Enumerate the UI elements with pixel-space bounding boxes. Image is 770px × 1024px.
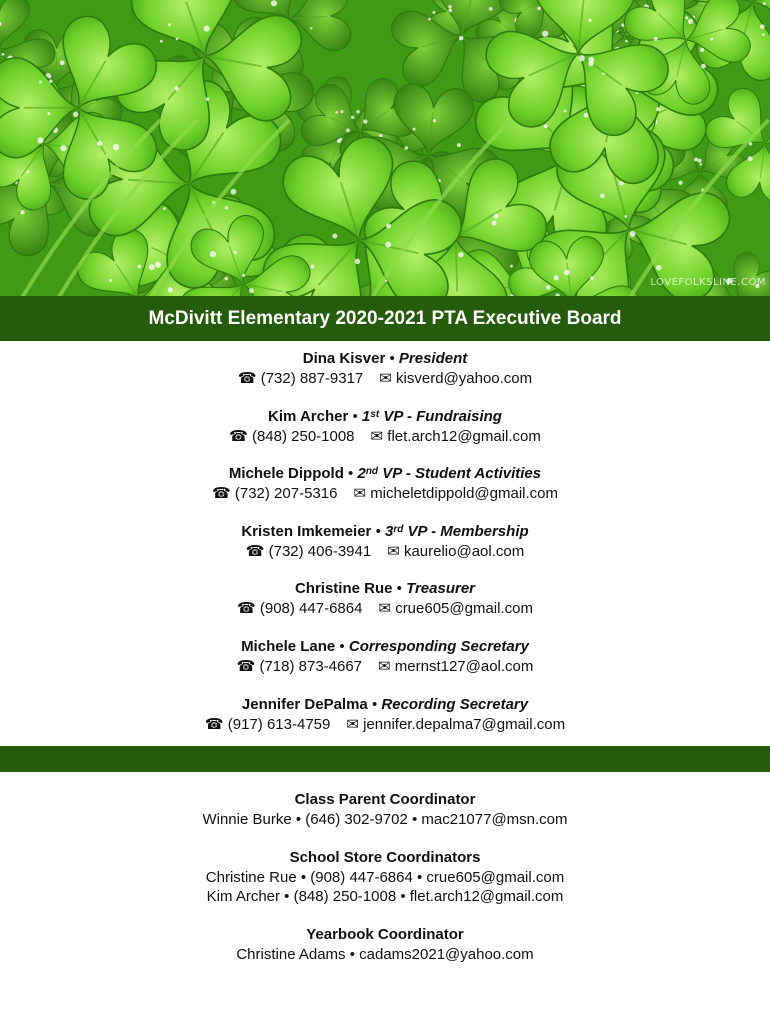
clover-photo — [0, 0, 770, 296]
member-email[interactable]: micheletdippold@gmail.com — [370, 485, 558, 503]
member-phone: (718) 873-4667 — [259, 657, 363, 675]
separator: • — [348, 407, 362, 425]
email-icon: ✉ — [387, 541, 400, 560]
member-heading — [0, 463, 770, 484]
member-role: Treasurer — [406, 580, 476, 598]
member-contact — [0, 657, 770, 676]
member-role: President — [398, 350, 468, 367]
email-icon: ✉ — [379, 369, 392, 387]
member-heading — [0, 406, 770, 427]
member-name: Michele Dippold — [228, 465, 344, 483]
member-phone: (732) 887-9317 — [260, 370, 364, 387]
member-contact — [0, 427, 770, 446]
coordinator-block — [0, 925, 770, 965]
member-contact — [0, 542, 770, 561]
member-contact — [0, 484, 770, 503]
board-member — [0, 348, 770, 406]
member-name: Dina Kisver — [302, 350, 386, 367]
phone-icon: ☎ — [204, 714, 224, 733]
member-name: Kim Archer — [268, 407, 349, 425]
member-role: VP - Student Activities — [378, 465, 542, 483]
board-member — [0, 521, 770, 579]
member-heading — [0, 694, 770, 715]
coordinators-list — [0, 790, 770, 982]
coordinator-contact: Christine Rue • (908) 447-6864 • crue605@gmail.com — [205, 868, 565, 886]
member-heading — [0, 521, 770, 542]
member-name: Jennifer DePalma — [241, 695, 368, 713]
board-member — [0, 636, 770, 694]
clover-illustration — [0, 0, 770, 296]
member-role: VP - Fundraising — [379, 407, 502, 425]
role-ordinal-suffix: nd — [365, 466, 379, 478]
role-ordinal: 2 — [357, 465, 366, 483]
member-contact — [0, 599, 770, 618]
phone-icon: ☎ — [212, 484, 231, 503]
member-phone: (732) 406-3941 — [268, 542, 372, 560]
divider-band — [0, 746, 770, 772]
member-phone: (848) 250-1008 — [251, 427, 355, 445]
member-phone: (917) 613-4759 — [227, 715, 331, 733]
member-phone: (732) 207-5316 — [234, 485, 338, 503]
phone-icon: ☎ — [236, 656, 256, 675]
member-heading — [0, 348, 770, 369]
email-icon: ✉ — [378, 656, 391, 675]
email-icon: ✉ — [378, 599, 392, 618]
coordinator-title: Class Parent Coordinator — [294, 791, 476, 808]
email-icon: ✉ — [353, 484, 367, 503]
role-ordinal-suffix: rd — [393, 523, 404, 535]
phone-icon: ☎ — [229, 426, 248, 445]
coordinator-contact: Winnie Burke • (646) 302-9702 • mac21077@msn.com — [202, 811, 568, 828]
role-ordinal-suffix: st — [370, 408, 380, 420]
coordinator-title: Yearbook Coordinator — [306, 925, 464, 943]
separator: • — [367, 695, 382, 713]
separator: • — [371, 522, 385, 540]
member-contact — [0, 369, 770, 388]
board-member — [0, 578, 770, 636]
member-heading — [0, 636, 770, 657]
member-phone: (908) 447-6864 — [259, 600, 363, 618]
member-role: Recording Secretary — [381, 695, 529, 713]
separator: • — [392, 580, 407, 598]
separator: • — [343, 465, 358, 483]
title-band — [0, 296, 770, 341]
separator: • — [335, 637, 349, 655]
member-email[interactable]: kisverd@yahoo.com — [396, 370, 533, 387]
role-ordinal: 1 — [361, 407, 371, 425]
phone-icon: ☎ — [237, 369, 257, 387]
phone-icon: ☎ — [237, 599, 256, 618]
photo-credit: LOVEFOLKSLINE.COM — [650, 277, 766, 288]
separator: • — [385, 350, 399, 367]
coordinator-contact: Kim Archer • (848) 250-1008 • flet.arch12@gmail.com — [206, 888, 564, 905]
executive-board-list — [0, 348, 770, 751]
member-name: Christine Rue — [294, 580, 393, 598]
member-role: VP - Membership — [403, 522, 529, 540]
member-heading — [0, 578, 770, 599]
email-icon: ✉ — [346, 714, 359, 733]
member-name: Kristen Imkemeier — [241, 522, 372, 540]
email-icon: ✉ — [370, 426, 384, 445]
page-title: McDivitt Elementary 2020-2021 PTA Executive Board — [148, 307, 622, 329]
coordinator-block — [0, 848, 770, 907]
coordinator-block — [0, 790, 770, 830]
phone-icon: ☎ — [245, 541, 265, 560]
member-email[interactable]: kaurelio@aol.com — [403, 542, 525, 560]
member-contact — [0, 715, 770, 734]
coordinator-title: School Store Coordinators — [289, 848, 481, 866]
member-email[interactable]: jennifer.depalma7@gmail.com — [363, 715, 566, 733]
member-role: Corresponding Secretary — [348, 637, 529, 655]
coordinator-contact: Christine Adams • cadams2021@yahoo.com — [236, 945, 534, 963]
member-email[interactable]: mernst127@aol.com — [394, 657, 534, 675]
member-name: Michele Lane — [241, 637, 336, 655]
member-email[interactable]: flet.arch12@gmail.com — [387, 427, 541, 445]
role-ordinal: 3 — [385, 522, 394, 540]
board-member — [0, 406, 770, 464]
member-email[interactable]: crue605@gmail.com — [395, 600, 533, 618]
board-member — [0, 463, 770, 521]
board-member — [0, 694, 770, 752]
